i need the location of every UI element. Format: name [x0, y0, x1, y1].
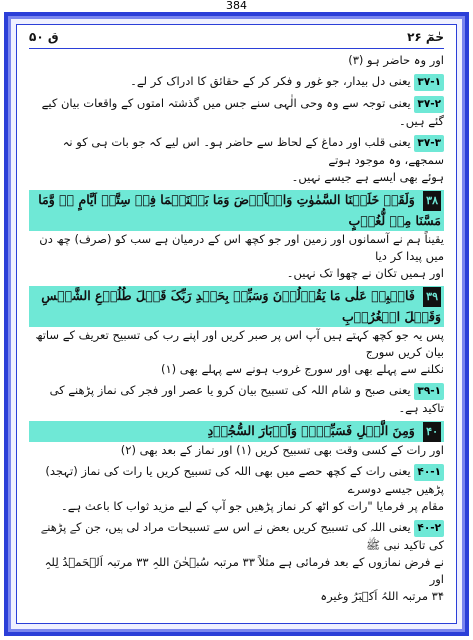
- footnote-continuation: ۳۴ مرتبہ اللہُ اَکۡبَرُ وغیرہ: [320, 589, 444, 603]
- footnote-line: [29, 382, 444, 417]
- footnote-line: [29, 134, 444, 169]
- footnote-number: ۳۹-۱: [414, 383, 444, 400]
- footnote-line: [29, 95, 444, 130]
- verse-number: ۳۹: [423, 287, 441, 307]
- footnote-text: یعنی رات کے کچھ حصے میں بھی اللہ کی تسبیح کریں یا رات کی نماز (تہجد) پڑھیں جیسے دوسرے: [45, 464, 444, 496]
- translation-line: پس یہ جو کچھ کہتے ہیں آپ اس پر صبر کریں اور اپنے رب کی تسبیح تعریف کے ساتھ بیان کریں سورج: [35, 328, 444, 359]
- footnote-number: ۴۰-۱: [414, 464, 444, 481]
- section-label: ق ۵۰: [29, 30, 59, 44]
- footnote-text: یعنی توجہ سے وہ وحی الٰہی سنے جس میں گذشتہ امتوں کے واقعات بیان کیے گئے ہیں۔: [41, 96, 444, 128]
- footnote-number: ۳۷-۳: [414, 135, 444, 152]
- verse-arabic-text: وَلَقَدۡ خَلَقۡنَا السَّمٰوٰتِ وَالۡاَرۡضَ وَمَا بَیۡنَہُمَا فِیۡ سِتَّۃِ اَیَّامٍ ٭ۖ وَّمَا مَسَّنَا مِنۡ لُّغُوۡبٍ: [38, 192, 441, 228]
- footnote-number: ۴۰-۲: [414, 520, 444, 537]
- verse-39: [29, 286, 444, 327]
- page-border-inner: [8, 16, 465, 632]
- translation-line: اور ہمیں تکان نے چھوا تک نہیں۔: [286, 266, 444, 280]
- header-divider: [29, 48, 444, 49]
- footnote-text: یعنی صبح و شام اللہ کی تسبیح بیان کرو یا عصر اور فجر کی نماز پڑھنے کی تاکید ہے۔: [49, 383, 444, 415]
- page-number: 384: [226, 0, 247, 12]
- page-header: [29, 27, 444, 47]
- footnote-continuation: مقام پر فرمایا "رات کو اٹھ کر نماز پڑھیں جو آپ کے لیے مزید ثواب کا باعث ہے۔: [61, 499, 444, 513]
- footnote-continuation: ہوئے بھی ایسے ہے جیسے نہیں۔: [291, 170, 444, 184]
- page-body: [16, 24, 457, 624]
- footnote-line: [29, 463, 444, 498]
- translation-line: نکلنے سے پہلے بھی اور سورج غروب ہونے سے پہلے بھی (۱): [160, 362, 444, 376]
- footnote-text: یعنی دل بیدار، جو غور و فکر کر کے حقائق کا ادراک کر لے۔: [130, 74, 411, 88]
- footnote-text: یعنی قلب اور دماغ کے لحاظ سے حاضر ہو۔ اس لیے کہ جو بات ہی کو نہ سمجھے، وہ موجود ہوتے: [62, 135, 444, 167]
- verse-arabic-text: فَاصۡبِرۡ عَلٰی مَا یَقُوۡلُوۡنَ وَسَبِّحۡ بِحَمۡدِ رَبِّکَ قَبۡلَ طُلُوۡعِ الشَّمۡسِ وَقَبۡلَ الۡغُرُوۡبِ: [41, 288, 441, 324]
- footnote-line: [29, 73, 444, 91]
- footnote-text: یعنی اللہ کی تسبیح کریں بعض نے اس سے تسبیحات مراد لی ہیں، جن کے پڑھنے کی تاکید نبی ﷺ: [41, 520, 444, 552]
- verse-arabic-text: وَمِنَ الَّیۡلِ فَسَبِّحۡہُ وَاَدۡبَارَ السُّجُوۡدِ: [207, 423, 415, 438]
- verse-38: [29, 190, 444, 231]
- footnote-number: ۳۷-۱: [414, 74, 444, 91]
- verse-40: [29, 421, 444, 442]
- verse-number: ۴۰: [423, 422, 441, 442]
- verse-number: ۳۸: [423, 191, 441, 211]
- decorative-page-border: [4, 12, 469, 636]
- text-line: اور وہ حاضر ہو (۳): [348, 53, 444, 67]
- footnote-line: [29, 519, 444, 554]
- page-content: [29, 27, 444, 617]
- footnote-continuation: نے فرض نمازوں کے بعد فرمائی ہے مثلاً ۳۳ مرتبہ سُبۡحٰنَ اللہِ ۳۳ مرتبہ اَلۡحَمۡدُ لِلہِ اور: [44, 555, 444, 586]
- footnote-number: ۳۷-۲: [414, 96, 444, 113]
- translation-line: یقیناً ہم نے آسمانوں اور زمین اور جو کچھ اس کے درمیان ہے سب کو (صرف) چھ دن میں پیدا کر دیا: [39, 232, 444, 263]
- translation-line: اور رات کے کسی وقت بھی تسبیح کریں (۱) اور نماز کے بعد بھی (۲): [120, 443, 444, 457]
- surah-name: حٰمٓ ۲۶: [407, 30, 444, 44]
